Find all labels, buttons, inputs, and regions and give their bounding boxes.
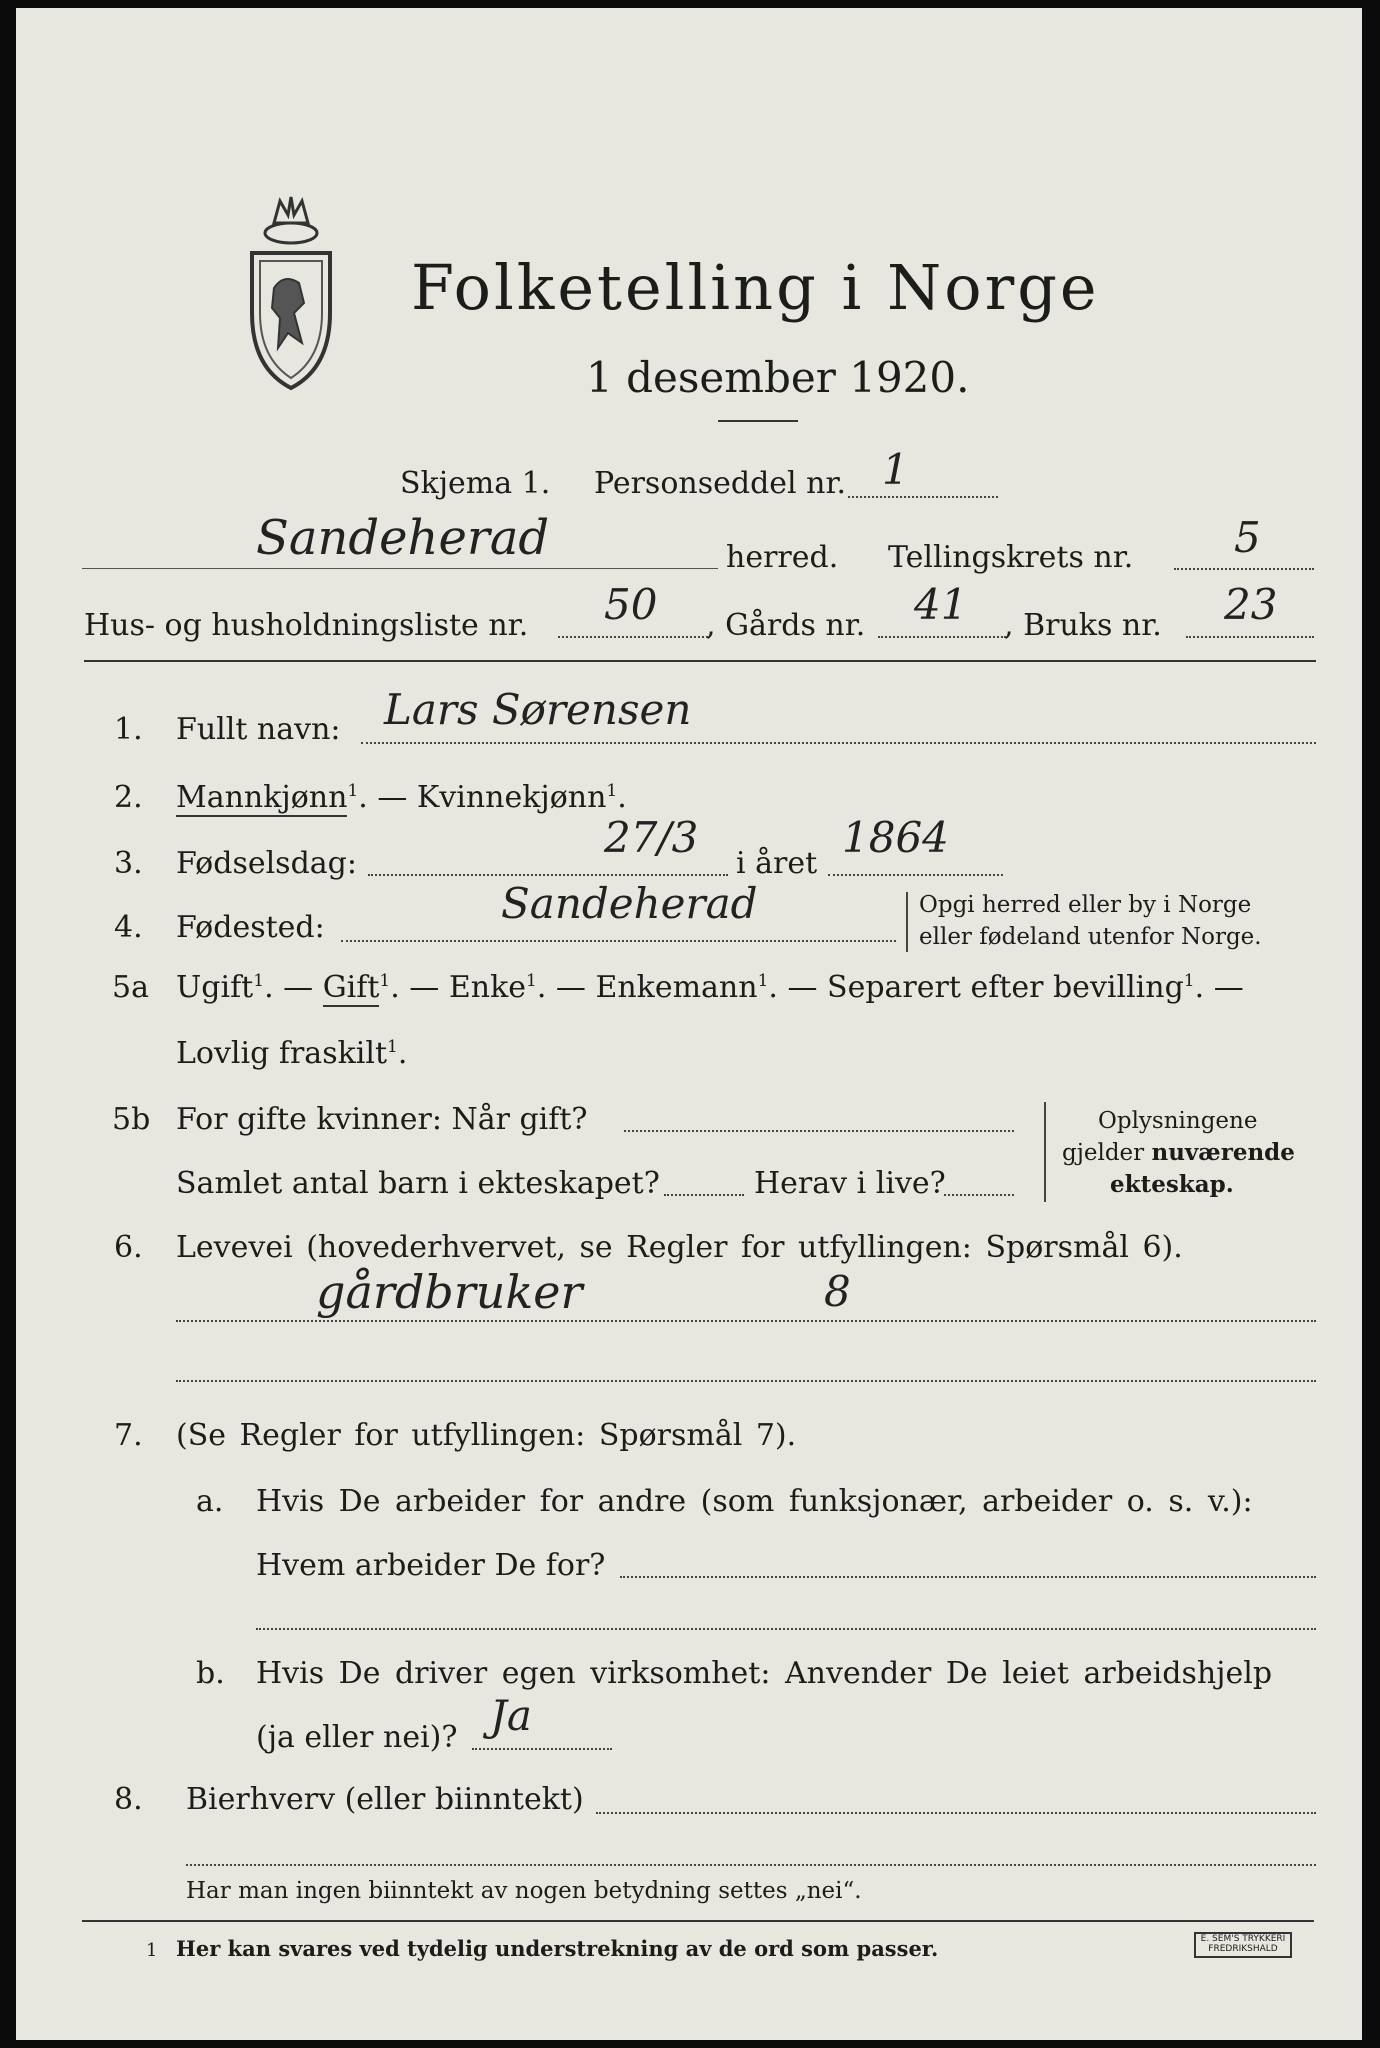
male-option[interactable]: Mannkjønn xyxy=(176,780,348,815)
live-label: Herav i live? xyxy=(754,1166,946,1201)
q5a-number: 5a xyxy=(112,970,149,1005)
gards-value[interactable]: 41 xyxy=(914,580,968,629)
sep-2: . — xyxy=(390,970,449,1005)
q6-line-1 xyxy=(176,1320,1316,1322)
male-footnote-mark: 1 xyxy=(347,781,359,801)
q7a-number: a. xyxy=(196,1484,224,1519)
occupation-code: 8 xyxy=(824,1267,851,1316)
q5b-when-line xyxy=(624,1130,1014,1132)
q5b-note-gjelder: gjelder xyxy=(1062,1140,1145,1166)
herred-value[interactable]: Sandeherad xyxy=(256,510,550,566)
occupation-value[interactable]: gårdbruker xyxy=(316,1265,583,1319)
title-divider xyxy=(718,420,798,422)
q3-label: Fødselsdag: xyxy=(176,846,357,881)
q4-number: 4. xyxy=(114,910,143,945)
enke-mark: 1 xyxy=(526,971,537,991)
q5b-number: 5b xyxy=(112,1102,151,1137)
hus-value[interactable]: 50 xyxy=(604,580,658,629)
gender-separator: . — xyxy=(358,780,417,815)
q3-number: 3. xyxy=(114,846,143,881)
printer-line2: FREDRIKSHALD xyxy=(1208,1944,1278,1954)
census-date: 1 desember 1920. xyxy=(586,353,970,402)
ugift-option[interactable]: Ugift xyxy=(176,970,254,1005)
q1-label: Fullt navn: xyxy=(176,712,341,747)
footer-divider xyxy=(82,1920,1314,1922)
q8-line-2 xyxy=(186,1864,1316,1866)
sep-1: . — xyxy=(264,970,323,1005)
q7-label: (Se Regler for utfyllingen: Spørsmål 7). xyxy=(176,1418,797,1453)
bruks-value[interactable]: 23 xyxy=(1224,580,1278,629)
gender-end: . xyxy=(617,780,627,815)
coat-of-arms-icon xyxy=(244,193,338,393)
census-form-sheet xyxy=(16,8,1362,2040)
tellingskrets-line xyxy=(1174,568,1314,570)
marital-status-options xyxy=(176,970,1244,1006)
birthplace-value[interactable]: Sandeherad xyxy=(501,879,758,928)
q4-line xyxy=(341,940,896,942)
herred-underline xyxy=(82,568,718,569)
q7a-line-2 xyxy=(256,1628,1316,1630)
gift-mark: 1 xyxy=(379,971,391,991)
q8-label: Bierhverv (eller biinntekt) xyxy=(186,1782,584,1817)
gards-line xyxy=(878,636,1006,638)
gender-options xyxy=(176,780,627,816)
separert-end: . xyxy=(1194,970,1205,1005)
q5b-note-line2 xyxy=(1062,1138,1295,1168)
bruks-label: , Bruks nr. xyxy=(1004,608,1162,643)
herred-label: herred. xyxy=(726,540,839,575)
enkemann-mark: 1 xyxy=(757,971,769,991)
full-name-value[interactable]: Lars Sørensen xyxy=(384,685,692,734)
printer-stamp xyxy=(1194,1932,1292,1958)
q5b-note-line1: Oplysningene xyxy=(1098,1108,1258,1134)
hus-label: Hus- og husholdningsliste nr. xyxy=(84,608,529,643)
q7a-question: Hvem arbeider De for? xyxy=(256,1548,606,1583)
q4-note-line1: Opgi herred eller by i Norge xyxy=(919,892,1252,918)
trailing-dash: — xyxy=(1213,970,1244,1005)
q5b-note-nuvaerende: nuværende xyxy=(1151,1139,1295,1166)
q8-line-1 xyxy=(596,1812,1316,1814)
sep-3: . — xyxy=(536,970,596,1005)
q7a-label: Hvis De arbeider for andre (som funksjonær, arbeider o. s. v.): xyxy=(256,1484,1253,1519)
q7b-number: b. xyxy=(196,1656,225,1691)
q5b-note-line3: ekteskap. xyxy=(1110,1171,1234,1198)
q7a-line-1 xyxy=(620,1576,1316,1578)
personseddel-label: Personseddel nr. xyxy=(594,466,847,501)
q4-label: Fødested: xyxy=(176,910,325,945)
q3-year-line xyxy=(828,874,1003,876)
q5b-label: For gifte kvinner: Når gift? xyxy=(176,1102,588,1137)
q7-number: 7. xyxy=(114,1418,143,1453)
fraskilt-end: . xyxy=(397,1036,408,1071)
enkemann-option[interactable]: Enkemann xyxy=(595,970,758,1005)
fraskilt-mark: 1 xyxy=(387,1037,398,1057)
q4-note-brace xyxy=(906,892,911,952)
q7b-line xyxy=(472,1748,612,1750)
barn-label: Samlet antal barn i ekteskapet? xyxy=(176,1166,660,1201)
footnote-text: Her kan svares ved tydelig understrekning av de ord som passer. xyxy=(176,1936,939,1961)
q1-line xyxy=(361,742,1316,744)
q6-number: 6. xyxy=(114,1230,143,1265)
tellingskrets-label: Tellingskrets nr. xyxy=(888,540,1134,575)
gards-label: , Gårds nr. xyxy=(706,608,866,643)
fraskilt-row xyxy=(176,1036,407,1072)
q1-number: 1. xyxy=(114,712,143,747)
q3-day-line xyxy=(368,874,728,876)
female-option[interactable]: Kvinnekjønn xyxy=(416,780,607,815)
personseddel-value[interactable]: 1 xyxy=(882,445,909,494)
q2-number: 2. xyxy=(114,780,143,815)
skjema-label: Skjema 1. xyxy=(400,466,551,501)
sep-4: . — xyxy=(768,970,828,1005)
q6-label: Levevei (hovederhvervet, se Regler for utfyllingen: Spørsmål 6). xyxy=(176,1230,1183,1265)
tellingskrets-value[interactable]: 5 xyxy=(1234,513,1261,562)
birth-day-value[interactable]: 27/3 xyxy=(604,813,699,862)
live-line xyxy=(944,1194,1014,1196)
section-divider xyxy=(84,660,1316,662)
separert-option[interactable]: Separert efter bevilling xyxy=(827,970,1184,1005)
q8-number: 8. xyxy=(114,1782,143,1817)
barn-line xyxy=(664,1194,744,1196)
form-title: Folketelling i Norge xyxy=(411,251,1100,324)
fraskilt-option[interactable]: Lovlig fraskilt xyxy=(176,1036,388,1071)
bruks-line xyxy=(1186,636,1314,638)
q6-line-2 xyxy=(176,1380,1316,1382)
separert-mark: 1 xyxy=(1183,971,1195,991)
ugift-mark: 1 xyxy=(253,971,265,991)
q5b-note-brace xyxy=(1044,1102,1049,1202)
female-footnote-mark: 1 xyxy=(606,781,618,801)
q7b-label: Hvis De driver egen virksomhet: Anvender De leiet arbeidshjelp xyxy=(256,1656,1273,1691)
q4-note-line2: eller fødeland utenfor Norge. xyxy=(919,924,1262,950)
enke-option[interactable]: Enke xyxy=(448,970,526,1005)
personseddel-line xyxy=(848,496,998,498)
year-label: i året xyxy=(736,846,818,881)
hus-line xyxy=(558,636,708,638)
printer-line1: E. SEM'S TRYKKERI xyxy=(1200,1934,1286,1944)
hired-help-value[interactable]: Ja xyxy=(490,1691,532,1740)
gift-option[interactable]: Gift xyxy=(322,970,380,1005)
nei-note: Har man ingen biinntekt av nogen betydning settes „nei“. xyxy=(186,1878,862,1904)
footnote-mark: 1 xyxy=(146,1940,158,1961)
q7b-question: (ja eller nei)? xyxy=(256,1720,458,1755)
birth-year-value[interactable]: 1864 xyxy=(842,813,949,862)
